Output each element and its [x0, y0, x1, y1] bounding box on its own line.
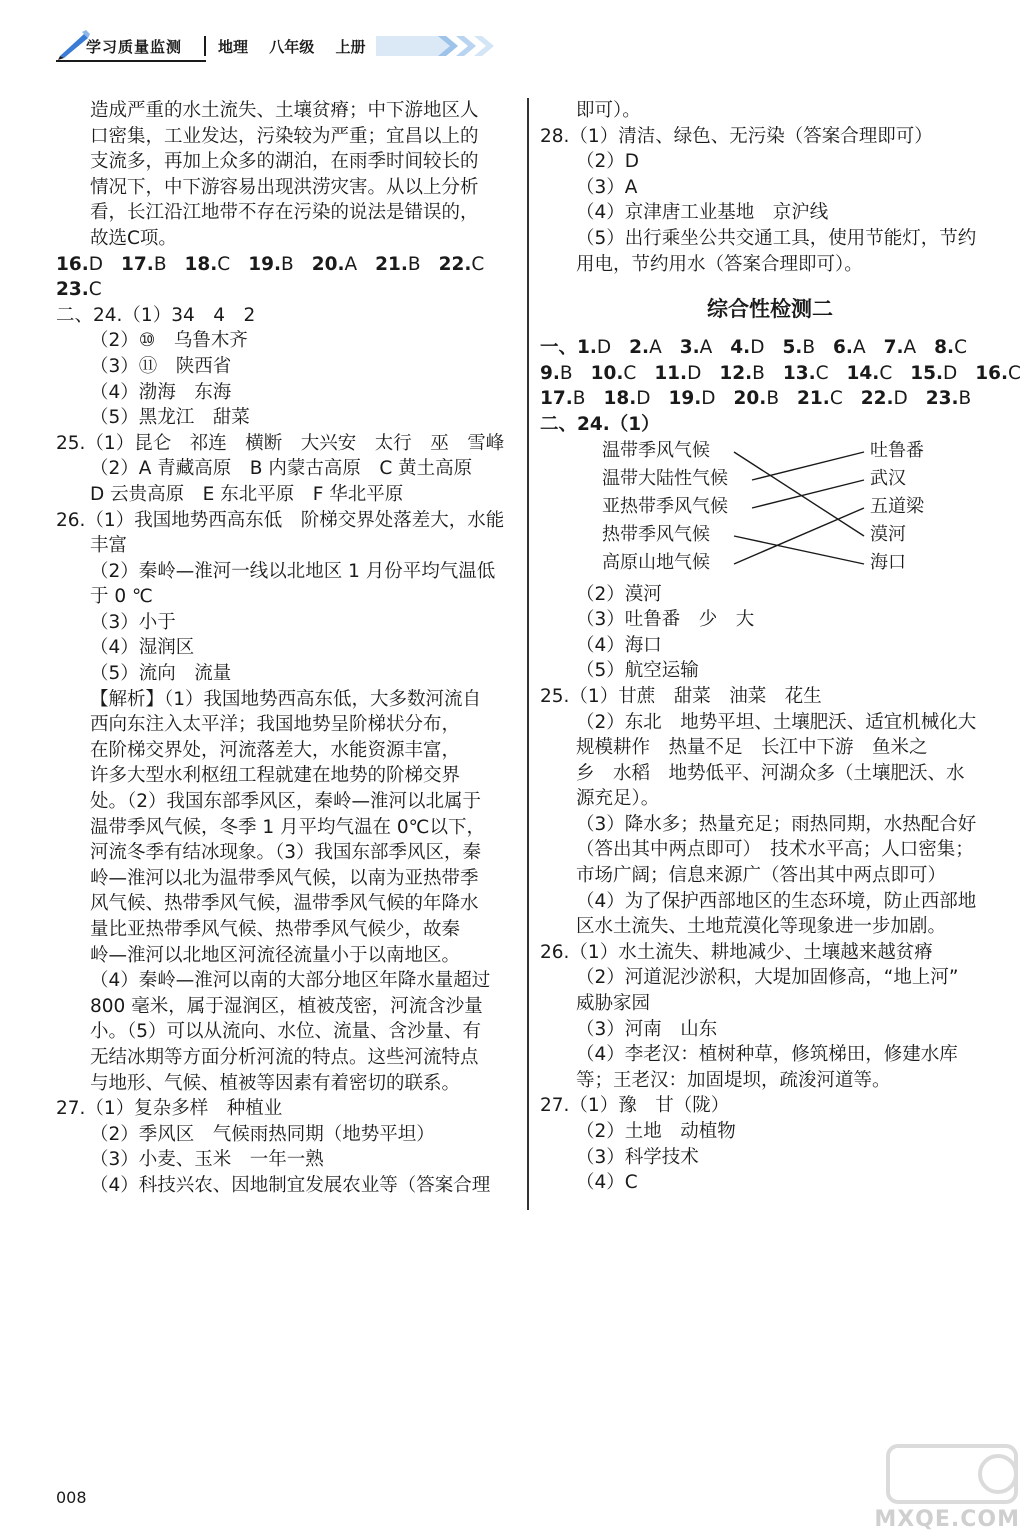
right-line: （5）出行乘坐公共交通工具，使用节能灯，节约: [576, 227, 977, 249]
chevrons-decoration-icon: [376, 34, 496, 58]
match-left-4: 热带季风气候: [602, 523, 710, 545]
answer-item: 21.C: [797, 388, 843, 410]
right-line: 即可）。: [576, 100, 641, 121]
answer-row-16-22: [56, 252, 514, 278]
right-line: （3）A: [576, 176, 638, 198]
left-text-block: [56, 98, 514, 252]
answer-row: [540, 386, 1000, 412]
match-left-3: 亚热带季风气候: [602, 495, 728, 517]
right-line: （3）科学技术: [576, 1146, 699, 1168]
left-line: 无结冰期等方面分析河流的特点。这些河流特点: [90, 1046, 479, 1068]
left-line: （3）小麦、玉米 一年一熟: [90, 1149, 324, 1171]
answer-item: 19.B: [248, 253, 294, 275]
page-header: [56, 30, 476, 64]
right-line: （3）吐鲁番 少 大: [576, 609, 755, 631]
left-line: D 云贵高原 E 东北平原 F 华北平原: [90, 483, 404, 505]
answer-item: 23.C: [56, 279, 102, 301]
match-line-1: [734, 452, 864, 536]
right-line: （4）李老汉：植树种草，修筑梯田，修建水库: [576, 1044, 958, 1066]
left-line: 故选C项。: [90, 227, 177, 249]
answer-row: [540, 335, 1000, 361]
answer-item: 2.A: [629, 337, 662, 359]
left-line: （5）黑龙江 甜菜: [90, 407, 250, 429]
right-line: （答出其中两点即可） 技术水平高；人口密集；: [576, 839, 974, 861]
answer-item: 7.A: [883, 337, 917, 359]
answer-item: 20.B: [733, 388, 780, 410]
answer-item: 19.D: [668, 388, 716, 410]
right-line: （2）漠河: [576, 583, 662, 605]
match-right-4: 漠河: [870, 523, 906, 545]
right-line: 区水土流失、土地荒漠化等现象进一步加剧。: [576, 916, 947, 938]
right-line: 乡 水稻 地势低平、河湖众多（土壤肥沃、水: [576, 762, 965, 784]
left-line: （2）秦岭—淮河一线以北地区 1 月份平均气温低: [90, 560, 496, 582]
left-line: （4）秦岭—淮河以南的大部分地区年降水量超过: [90, 970, 491, 992]
match-right-1: 吐鲁番: [870, 439, 924, 461]
answer-row-23: [56, 277, 514, 303]
match-line-4: [734, 536, 864, 564]
watermark-logo: [848, 1438, 1024, 1536]
left-line: 看，长江沿江地带不存在污染的说法是错误的，: [90, 202, 479, 224]
matching-lines: [602, 438, 942, 582]
answer-item: 17.B: [121, 253, 167, 275]
watermark-text: MXQE.COM: [874, 1507, 1020, 1532]
volume: 上册: [335, 38, 366, 56]
right-line: 25.（1）甘蔗 甜菜 油菜 花生: [540, 685, 822, 707]
left-line: 26.（1）我国地势西高东低 阶梯交界处落差大，水能: [56, 509, 505, 531]
match-line-3: [752, 480, 864, 508]
right-line: （3）降水多；热量充足；雨热同期，水热配合好: [576, 813, 977, 835]
left-line: 二、24.（1）34 4 2: [56, 304, 256, 326]
left-line: （5）流向 流量: [90, 663, 232, 685]
answer-item: 23.B: [925, 388, 972, 410]
left-line: 许多大型水利枢纽工程就建在地势的阶梯交界: [90, 765, 461, 787]
left-line: 风气候、热带季风气候，温带季风气候的年降水: [90, 893, 479, 915]
match-right-5: 海口: [870, 551, 906, 573]
grade: 八年级: [269, 38, 315, 56]
q24-heading: 二、24.（1）: [540, 413, 660, 435]
choice-answers: [540, 335, 1021, 412]
book-meta: [218, 36, 382, 57]
left-line: 在阶梯交界处，河流落差大，水能资源丰富，: [90, 739, 461, 761]
match-right-2: 武汉: [870, 467, 906, 489]
right-line: 源充足）。: [576, 788, 660, 810]
right-column: [540, 98, 1021, 1196]
answer-item: 17.B: [540, 388, 586, 410]
right-text-block: [540, 98, 1000, 277]
left-line: 800 毫米，属于湿润区，植被茂密，河流含沙量: [90, 995, 483, 1017]
right-line: （2）东北 地势平坦、土壤肥沃、适宜机械化大: [576, 711, 977, 733]
match-left-1: 温带季风气候: [602, 439, 710, 461]
answer-item: 14.C: [846, 362, 893, 384]
right-line: （2）河道泥沙淤积，大堤加固修高，“地上河”: [576, 967, 959, 989]
right-line: （2）D: [576, 151, 640, 173]
left-line: 岭—淮河以北为温带季风气候，以南为亚热带季: [90, 867, 479, 889]
answer-row: [540, 361, 1021, 387]
left-line: 处。（2）我国东部季风区，秦岭—淮河以北属于: [90, 791, 482, 813]
right-line: 26.（1）水土流失、耕地减少、土壤越来越贫瘠: [540, 941, 933, 963]
answer-item: 13.C: [782, 362, 829, 384]
book-title: 学习质量监测: [86, 38, 183, 56]
right-line: 威胁家园: [576, 993, 651, 1015]
match-line-2: [752, 452, 864, 480]
left-line: （2）季风区 气候雨热同期（地势平坦）: [90, 1123, 435, 1145]
match-line-5: [734, 508, 864, 564]
left-line: 【解析】（1）我国地势西高东低，大多数河流自: [90, 688, 482, 710]
right-line: （2）土地 动植物: [576, 1121, 736, 1142]
matching-diagram: [602, 438, 942, 582]
answer-item: 18.D: [603, 388, 651, 410]
right-line: （4）京津唐工业基地 京沪线: [576, 202, 829, 224]
left-text-block-2: [56, 303, 514, 1199]
match-left-2: 温带大陆性气候: [602, 467, 728, 489]
right-line: （4）海口: [576, 634, 662, 656]
left-line: （4）科技兴农、因地制宜发展农业等（答案合理: [90, 1174, 491, 1196]
left-line: 小。（5）可以从流向、水位、流量、含沙量、有: [90, 1021, 482, 1043]
answer-item: 9.B: [540, 362, 573, 384]
left-line: 岭—淮河以北地区河流径流量小于以南地区。: [90, 944, 461, 966]
left-line: （2）A 青藏高原 B 内蒙古高原 C 黄土高原: [90, 458, 473, 480]
left-line: 25.（1）昆仑 祁连 横断 大兴安 太行 巫 雪峰: [56, 432, 505, 454]
answer-item: 21.B: [375, 253, 421, 275]
answer-item: 10.C: [590, 362, 637, 384]
column-divider: [527, 98, 529, 1210]
right-line: 市场广阔；信息来源广（答出其中两点即可）: [576, 865, 947, 887]
left-line: 于 0 ℃: [90, 586, 153, 608]
right-line: （5）航空运输: [576, 660, 699, 682]
answer-item: 11.D: [654, 362, 702, 384]
left-line: （2）⑩ 乌鲁木齐: [90, 330, 248, 352]
left-line: 河流冬季有结冰现象。（3）我国东部季风区，秦: [90, 842, 482, 864]
answer-item: 一、1.D: [540, 337, 612, 359]
answer-item: 16.D: [56, 253, 104, 275]
right-line: 28.（1）清洁、绿色、无污染（答案合理即可）: [540, 125, 933, 147]
left-line: 温带季风气候，冬季 1 月平均气温在 0℃以下，: [90, 816, 485, 838]
right-line: 规模耕作 热量不足 长江中下游 鱼米之: [576, 737, 928, 759]
answer-item: 15.D: [910, 362, 958, 384]
left-line: （3）⑪ 陕西省: [90, 355, 232, 377]
answer-item: 12.B: [719, 362, 765, 384]
left-line: 与地形、气候、植被等因素有着密切的联系。: [90, 1072, 461, 1094]
left-line: （4）湿润区: [90, 637, 195, 659]
answer-item: 22.D: [860, 388, 908, 410]
left-line: （4）渤海 东海: [90, 381, 232, 403]
section-title: 综合性检测二: [707, 297, 833, 322]
subject: 地理: [218, 38, 249, 56]
right-line: 用电，节约用水（答案合理即可）。: [576, 253, 863, 275]
header-underline: [56, 60, 206, 62]
answer-item: 20.A: [311, 253, 358, 275]
left-column: [56, 98, 514, 1199]
right-text-block-2: [540, 582, 1000, 1196]
right-line: （4）为了保护西部地区的生态环境，防止西部地: [576, 890, 977, 912]
left-line: 造成严重的水土流失、土壤贫瘠；中下游地区人: [90, 100, 479, 121]
left-line: 丰富: [90, 535, 128, 557]
page-number: 008: [56, 1488, 87, 1507]
right-line: 27.（1）豫 甘（陇）: [540, 1095, 730, 1117]
right-line: （3）河南 山东: [576, 1018, 718, 1040]
left-line: （3）小于: [90, 611, 176, 633]
right-line: （4）C: [576, 1172, 638, 1194]
left-line: 支流多，再加上众多的湖泊，在雨季时间较长的: [90, 151, 479, 173]
left-line: 情况下，中下游容易出现洪涝灾害。从以上分析: [90, 176, 479, 198]
answer-item: 18.C: [184, 253, 231, 275]
header-divider: [204, 36, 206, 56]
left-line: 西向东注入太平洋；我国地势呈阶梯状分布，: [90, 714, 461, 736]
left-line: 量比亚热带季风气候、热带季风气候少，故秦: [90, 919, 461, 940]
left-line: 27.（1）复杂多样 种植业: [56, 1098, 283, 1120]
answer-item: 22.C: [438, 253, 485, 275]
left-line: 口密集，工业发达，污染较为严重；宜昌以上的: [90, 125, 479, 147]
answer-item: 16.C: [975, 362, 1021, 384]
answer-item: 6.A: [833, 337, 866, 359]
answer-item: 5.B: [782, 337, 816, 359]
match-right-3: 五道梁: [870, 495, 924, 517]
right-line: 等；王老汉：加固堤坝，疏浚河道等。: [576, 1069, 891, 1091]
answer-item: 8.C: [934, 337, 967, 359]
match-left-5: 高原山地气候: [602, 551, 710, 573]
answer-item: 3.A: [679, 337, 713, 359]
answer-item: 4.D: [730, 337, 765, 359]
